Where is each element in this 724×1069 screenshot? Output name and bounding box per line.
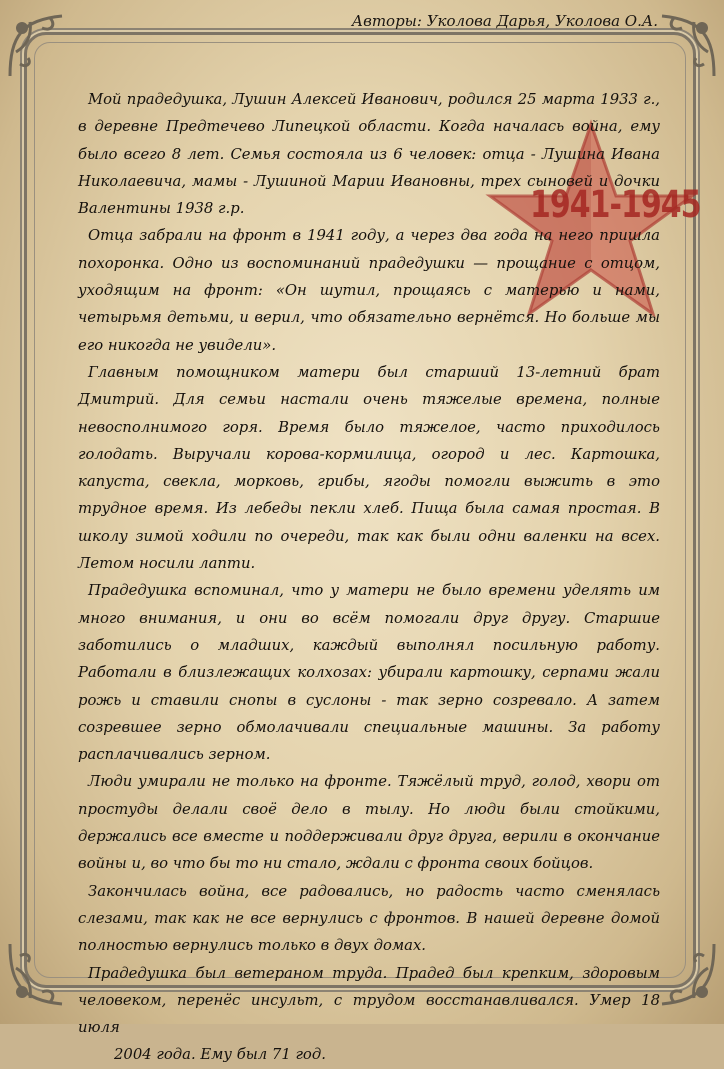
- author-line: Авторы: Уколова Дарья, Уколова О.А.: [351, 12, 658, 30]
- paragraph: Прадедушка был ветераном труда. Прадед был крепким, здоровым человеком, перенёс инсульт, с трудом восстанавливался. Умер 18 июля: [78, 964, 660, 1037]
- corner-ornament-icon: [2, 6, 82, 86]
- corner-ornament-icon: [2, 934, 82, 1014]
- paragraph: Главным помощником матери был старший 13-летний брат Дмитрий. Для семьи настали очень тяжелые времена, полные невосполнимого горя. Время было тяжелое, часто приходилось голодать. Выручали корова-кормилица, огород и лес. Картошка, капуста, свекла, морковь, грибы, ягоды помогли выжить в это трудное время. Из лебеды пекли хлеб. Пища была самая простая. В школу зимой ходили по очереди, так как были одни валенки на всех. Летом носили лапти.: [78, 363, 660, 573]
- paragraph: Люди умирали не только на фронте. Тяжёлый труд, голод, хвори от простуды делали своё дело в тылу. Но люди были стойкими, держались все вместе и поддерживали друг друга, верили в окончание войны и, во что бы то ни стало, ждали с фронта своих бойцов.: [78, 773, 660, 873]
- paragraph: Мой прадедушка, Лушин Алексей Иванович, родился 25 марта 1933 г., в деревне Предтечево Липецкой области. Когда началась война, ему было всего 8 лет. Семья состояла из 6 человек: отца - Лушина Ивана Николаевича, мамы - Лушиной Марии Ивановны, трех сыновей и дочки Валентины 1938 г.р.: [78, 91, 660, 218]
- paragraph: 2004 года. Ему был 71 год.: [114, 1046, 326, 1064]
- story-text: [78, 86, 660, 1069]
- paragraph: Закончилась война, все радовались, но радость часто сменялась слезами, так как не все вернулись с фронтов. В нашей деревне домой полностью вернулись только в двух домах.: [78, 882, 660, 955]
- paragraph: Прадедушка вспоминал, что у матери не было времени уделять им много внимания, и они во всём помогали друг другу. Старшие заботились о младших, каждый выполнял посильную работу. Работали в близлежащих колхозах: убирали картошку, серпами жали рожь и ставили снопы в суслоны - так зерно созревало. А затем созревшее зерно обмолачивали специальные машины. За работу расплачивались зерном.: [78, 582, 660, 764]
- paragraph: Отца забрали на фронт в 1941 году, а через два года на него пришла похоронка. Одно из воспоминаний прадедушки — прощание с отцом, уходящим на фронт: «Он шутил, прощаясь с матерью и нами, четырьмя детьми, и верил, что обязательно вернётся. Но больше мы его никогда не увидели».: [78, 227, 660, 354]
- emblem-years: 1941-1945: [530, 183, 701, 227]
